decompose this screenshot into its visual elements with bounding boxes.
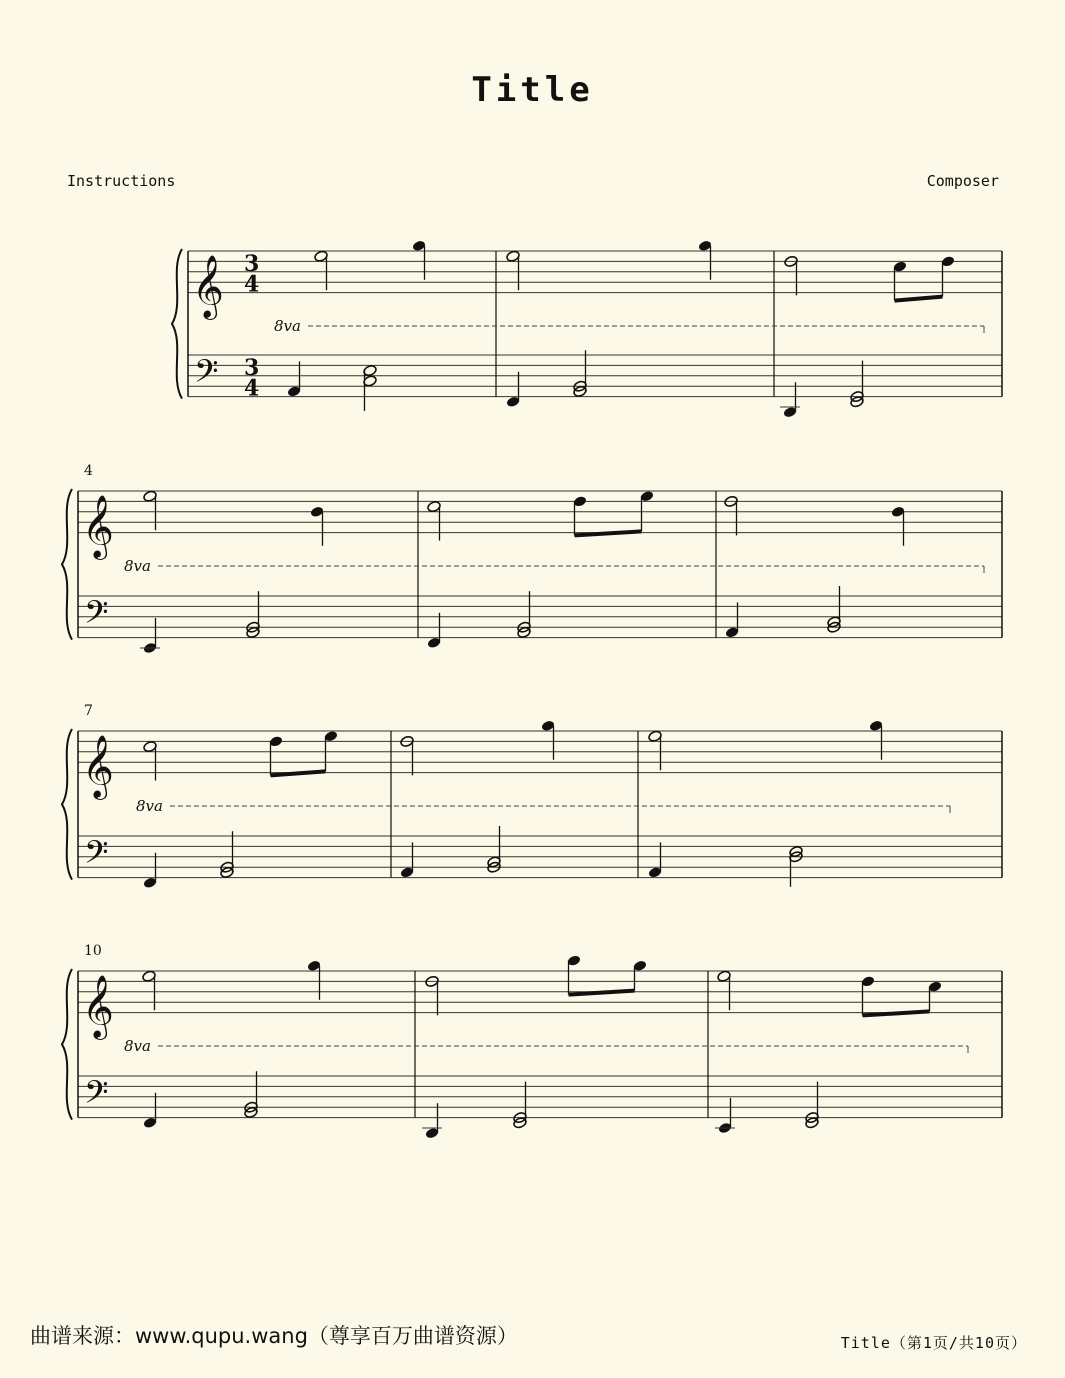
treble-clef-icon: 𝄞 xyxy=(82,734,114,798)
brace xyxy=(62,489,72,640)
page-title: Title xyxy=(471,70,594,110)
ottava-label: 8va xyxy=(274,317,301,335)
ottava-label: 8va xyxy=(124,1037,151,1055)
page-number: Title（第1页/共10页） xyxy=(840,1334,1027,1352)
bass-clef-icon: 𝄢 xyxy=(84,594,109,639)
measure-number: 4 xyxy=(84,463,93,479)
brace xyxy=(172,249,182,399)
time-signature-lower: 4 xyxy=(244,271,260,298)
beam xyxy=(575,531,642,535)
beam xyxy=(895,297,943,301)
measure-number: 10 xyxy=(84,943,102,959)
instructions-label: Instructions xyxy=(67,172,176,190)
ottava-label: 8va xyxy=(136,797,163,815)
ottava-label: 8va xyxy=(124,557,151,575)
beam xyxy=(863,1011,930,1015)
source-footer: 曲谱来源：www.qupu.wang（尊享百万曲谱资源） xyxy=(30,1324,518,1348)
time-signature-upper: 3 xyxy=(244,354,260,381)
beam xyxy=(569,991,635,995)
brace xyxy=(62,969,72,1120)
beam xyxy=(271,771,326,775)
bass-clef-icon: 𝄢 xyxy=(84,1074,109,1119)
composer-label: Composer xyxy=(926,172,999,190)
treble-clef-icon: 𝄞 xyxy=(192,254,224,318)
measure-number: 7 xyxy=(84,703,93,719)
treble-clef-icon: 𝄞 xyxy=(82,974,114,1038)
treble-clef-icon: 𝄞 xyxy=(82,494,114,558)
time-signature-lower: 4 xyxy=(244,375,260,402)
bass-clef-icon: 𝄢 xyxy=(194,353,219,398)
bass-clef-icon: 𝄢 xyxy=(84,834,109,879)
time-signature-upper: 3 xyxy=(244,250,260,277)
brace xyxy=(62,729,72,880)
